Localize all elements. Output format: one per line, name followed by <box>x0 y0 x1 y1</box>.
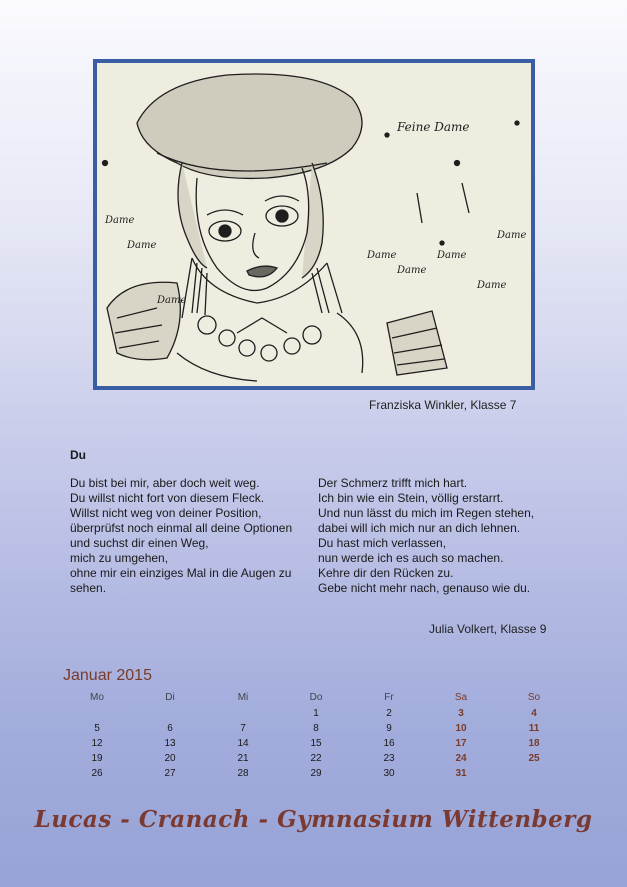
artwork-scribble: Dame <box>105 215 135 226</box>
artwork-scribble: Dame <box>127 240 157 251</box>
weekday-header: Sa <box>454 692 468 703</box>
poem-line: nun werde ich es auch so machen. <box>318 551 504 565</box>
poem-line: Willst nicht weg von deiner Position, <box>70 506 262 520</box>
artwork-scribble: Dame <box>157 295 187 306</box>
poem-line: Du bist bei mir, aber doch weit weg. <box>70 476 260 490</box>
poem-line: und suchst dir einen Weg, <box>70 536 209 550</box>
calendar-day: 27 <box>164 768 176 779</box>
weekday-header: So <box>527 692 541 703</box>
artwork-scribble: Dame <box>437 250 467 261</box>
calendar-day: 25 <box>528 753 540 764</box>
weekday-header: Mo <box>90 692 104 703</box>
poem-line: überprüfst noch einmal all deine Optionen <box>70 521 293 535</box>
calendar-day: 20 <box>164 753 176 764</box>
calendar-day: 11 <box>528 723 540 734</box>
calendar-day: 12 <box>91 738 103 749</box>
calendar-day: 18 <box>528 738 540 749</box>
calendar-day: 30 <box>383 768 395 779</box>
calendar-day: 21 <box>237 753 249 764</box>
calendar-day: 15 <box>310 738 322 749</box>
school-name: Lucas - Cranach - Gymnasium Wittenberg <box>34 806 593 833</box>
weekday-header: Fr <box>384 692 394 703</box>
calendar-day: 28 <box>237 768 249 779</box>
calendar-day: 7 <box>240 723 246 734</box>
poem-line: Kehre dir den Rücken zu. <box>318 566 454 580</box>
poem-line: Du hast mich verlassen, <box>318 536 447 550</box>
artwork-scribble: Dame <box>477 280 507 291</box>
artwork-caption: Franziska Winkler, Klasse 7 <box>369 398 517 412</box>
calendar-day: 22 <box>310 753 322 764</box>
weekday-header: Mi <box>237 692 249 703</box>
calendar-day: 14 <box>237 738 249 749</box>
calendar-day: 2 <box>386 708 392 719</box>
calendar-day: 9 <box>386 723 392 734</box>
weekday-header: Do <box>309 692 323 703</box>
artwork-drawing <box>97 63 531 386</box>
poem-line: ohne mir ein einziges Mal in die Augen zu <box>70 566 292 580</box>
poem-line: Ich bin wie ein Stein, völlig erstarrt. <box>318 491 504 505</box>
weekday-header: Di <box>165 692 175 703</box>
artwork-scribble: Feine Dame <box>397 120 470 134</box>
poem-title: Du <box>70 448 86 462</box>
artwork-scribble: Dame <box>367 250 397 261</box>
poem-line: mich zu umgehen, <box>70 551 169 565</box>
poem-right-column <box>318 476 534 596</box>
poem-line: Du willst nicht fort von diesem Fleck. <box>70 491 265 505</box>
calendar-day: 5 <box>94 723 100 734</box>
artwork-scribble: Dame <box>397 265 427 276</box>
poem-line: sehen. <box>70 581 107 595</box>
artwork-scribble: Dame <box>497 230 527 241</box>
calendar-day: 8 <box>313 723 319 734</box>
calendar-day: 10 <box>455 723 467 734</box>
calendar-day: 24 <box>455 753 467 764</box>
poem-line: dabei will ich mich nur an dich lehnen. <box>318 521 521 535</box>
calendar-day: 17 <box>455 738 467 749</box>
calendar-day: 23 <box>383 753 395 764</box>
artwork-frame <box>93 59 535 390</box>
calendar-day: 1 <box>313 708 319 719</box>
calendar-day: 19 <box>91 753 103 764</box>
calendar-day: 31 <box>455 768 467 779</box>
calendar-day: 29 <box>310 768 322 779</box>
calendar-day: 16 <box>383 738 395 749</box>
poem-left-column <box>70 476 292 596</box>
calendar-day: 6 <box>167 723 173 734</box>
calendar-day: 13 <box>164 738 176 749</box>
poem-line: Gebe nicht mehr nach, genauso wie du. <box>318 581 531 595</box>
calendar-day: 4 <box>531 708 537 719</box>
calendar-day: 3 <box>458 708 464 719</box>
poem-line: Und nun lässt du mich im Regen stehen, <box>318 506 535 520</box>
poem-author: Julia Volkert, Klasse 9 <box>429 622 547 636</box>
poem-line: Der Schmerz trifft mich hart. <box>318 476 468 490</box>
calendar-month-title: Januar 2015 <box>63 667 152 684</box>
calendar-day: 26 <box>91 768 103 779</box>
